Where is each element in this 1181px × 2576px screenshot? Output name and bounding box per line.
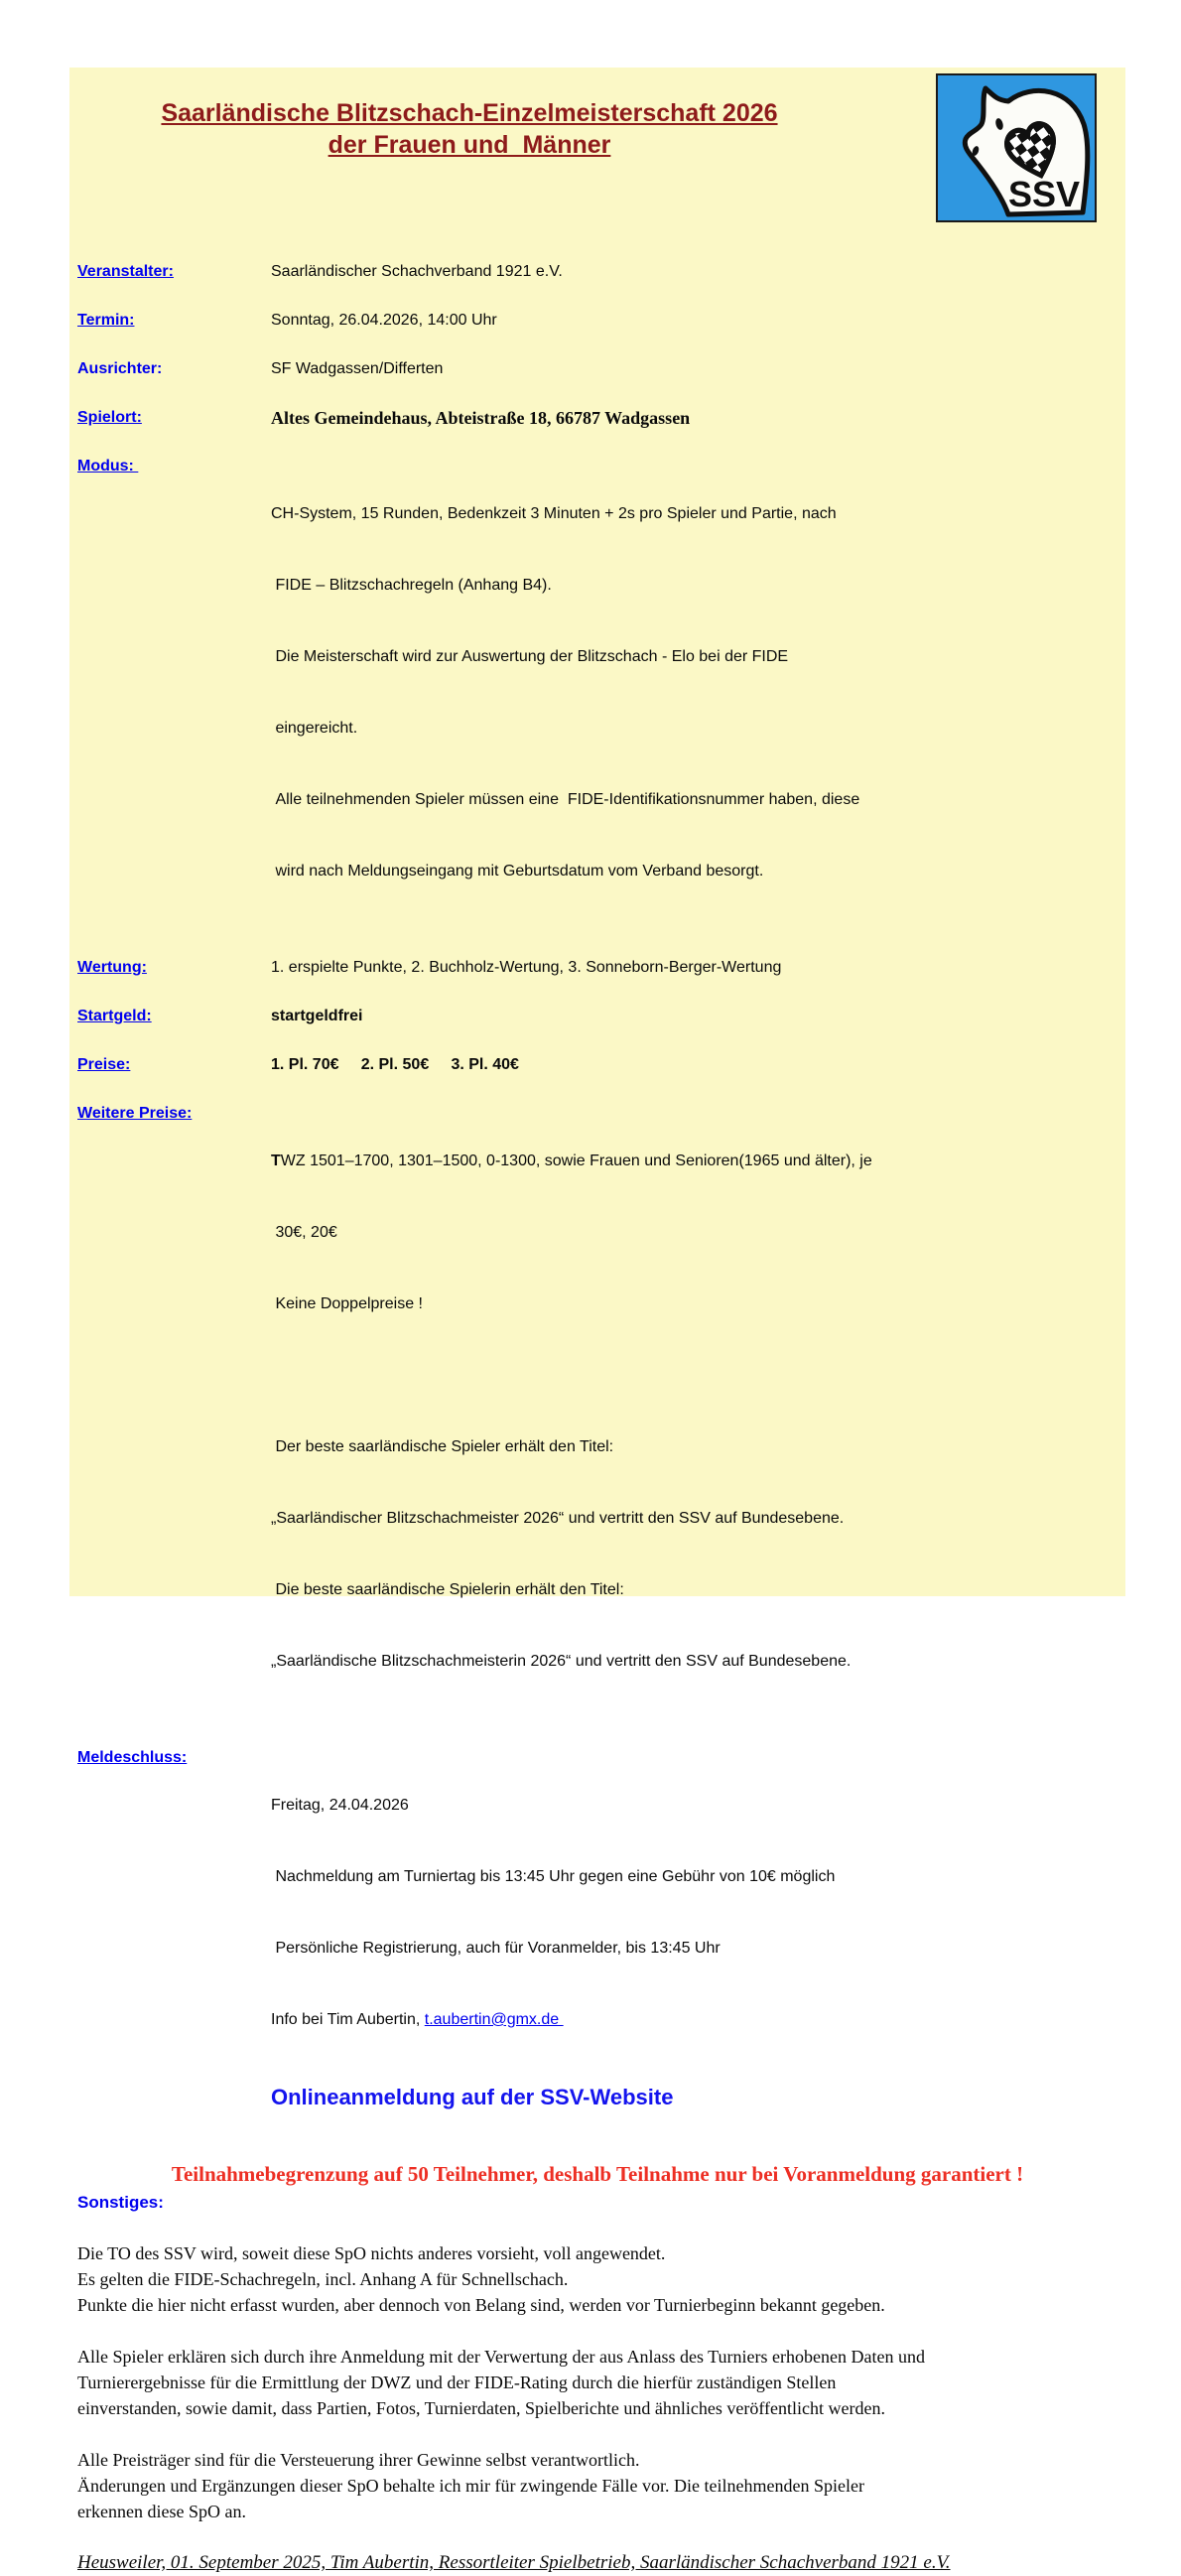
label-meldeschluss: Meldeschluss: bbox=[77, 1749, 188, 1766]
header bbox=[77, 68, 1117, 260]
body-line: Punkte die hier nicht erfasst wurden, aber dennoch von Belang sind, werden vor Turnierbeginn bekannt gegeben. bbox=[77, 2295, 885, 2315]
value-veranstalter: Saarländischer Schachverband 1921 e.V. bbox=[271, 263, 563, 280]
label-wertung: Wertung: bbox=[77, 959, 147, 976]
modus-line: FIDE – Blitzschachregeln (Anhang B4). bbox=[271, 577, 552, 594]
title-line-2: der Frauen und Männer bbox=[328, 131, 611, 159]
meldeschluss-line: Freitag, 24.04.2026 bbox=[271, 1797, 409, 1814]
weitere-line: 30€, 20€ bbox=[271, 1224, 337, 1241]
modus-line: wird nach Meldungseingang mit Geburtsdatum vom Verband besorgt. bbox=[271, 863, 764, 880]
title-line-1: Saarländische Blitzschach-Einzelmeisterschaft 2026 bbox=[161, 99, 778, 127]
body-line: Turnierergebnisse für die Ermittlung der DWZ und der FIDE-Rating durch die hierfür zuständigen Stellen bbox=[77, 2373, 837, 2392]
ssv-logo-icon bbox=[937, 74, 1096, 221]
email-link[interactable]: t.aubertin@gmx.de bbox=[424, 2011, 564, 2028]
label-weitere-preise: Weitere Preise: bbox=[77, 1105, 193, 1122]
participation-limit-warning: Teilnahmebegrenzung auf 50 Teilnehmer, deshalb Teilnahme nur bei Voranmeldung garantiert ! bbox=[171, 2162, 1024, 2186]
value-startgeld: startgeldfrei bbox=[271, 1008, 363, 1024]
sonstiges-paragraph-2 bbox=[77, 2344, 1117, 2421]
ssv-logo-text: SSV bbox=[1008, 174, 1081, 214]
signature-line: Heusweiler, 01. September 2025, Tim Aubertin, Ressortleiter Spielbetrieb, Saarländischer Schachverband 1921 e.V. bbox=[77, 2552, 951, 2573]
row-wertung bbox=[77, 956, 1117, 980]
body-line: Alle Preisträger sind für die Versteuerung ihrer Gewinne selbst verantwortlich. bbox=[77, 2450, 640, 2470]
label-ausrichter: Ausrichter: bbox=[77, 360, 163, 377]
sonstiges-paragraph-3 bbox=[77, 2447, 1117, 2524]
value-meldeschluss bbox=[271, 1746, 1117, 2161]
body-line: Die TO des SSV wird, soweit diese SpO nichts anderes vorsieht, voll angewendet. bbox=[77, 2243, 666, 2263]
weitere-line: Der beste saarländische Spieler erhält den Titel: bbox=[271, 1438, 614, 1455]
body-line: erkennen diese SpO an. bbox=[77, 2502, 246, 2521]
row-weitere-preise bbox=[77, 1102, 1117, 1721]
value-modus bbox=[271, 455, 1117, 931]
body-line: Alle Spieler erklären sich durch ihre Anmeldung mit der Verwertung der aus Anlass des Turniers erhobenen Daten und bbox=[77, 2347, 925, 2367]
weitere-line-1 bbox=[271, 1150, 1117, 1173]
row-veranstalter bbox=[77, 260, 1117, 284]
sonstiges-body bbox=[77, 2240, 1117, 2576]
value-preise: 1. Pl. 70€ 2. Pl. 50€ 3. Pl. 40€ bbox=[271, 1056, 519, 1073]
label-preise: Preise: bbox=[77, 1056, 131, 1073]
row-startgeld bbox=[77, 1005, 1117, 1028]
value-spielort: Altes Gemeindehaus, Abteistraße 18, 66787 Wadgassen bbox=[271, 408, 691, 428]
value-weitere-preise bbox=[271, 1102, 1117, 1721]
label-startgeld: Startgeld: bbox=[77, 1008, 152, 1024]
modus-line: CH-System, 15 Runden, Bedenkzeit 3 Minuten + 2s pro Spieler und Partie, nach bbox=[271, 505, 837, 522]
weitere-line: „Saarländische Blitzschachmeisterin 2026“ und vertritt den SSV auf Bundesebene. bbox=[271, 1653, 852, 1670]
label-sonstiges: Sonstiges: bbox=[77, 2193, 164, 2212]
value-ausrichter: SF Wadgassen/Differten bbox=[271, 360, 444, 377]
weitere-line: „Saarländischer Blitzschachmeister 2026“ und vertritt den SSV auf Bundesebene. bbox=[271, 1510, 845, 1527]
modus-line: Alle teilnehmenden Spieler müssen eine FIDE-Identifikationsnummer haben, diese bbox=[271, 791, 860, 808]
value-termin: Sonntag, 26.04.2026, 14:00 Uhr bbox=[271, 312, 497, 329]
row-modus bbox=[77, 455, 1117, 931]
weitere-line-1-rest: WZ 1501–1700, 1301–1500, 0-1300, sowie Frauen und Senioren(1965 und älter), je bbox=[280, 1152, 872, 1169]
meldeschluss-line: Nachmeldung am Turniertag bis 13:45 Uhr gegen eine Gebühr von 10€ möglich bbox=[271, 1868, 836, 1885]
weitere-line: Die beste saarländische Spielerin erhält den Titel: bbox=[271, 1581, 624, 1598]
body-line: Es gelten die FIDE-Schachregeln, incl. Anhang A für Schnellschach. bbox=[77, 2269, 569, 2289]
row-ausrichter bbox=[77, 357, 1117, 381]
label-spielort: Spielort: bbox=[77, 409, 142, 426]
modus-line: Die Meisterschaft wird zur Auswertung der Blitzschach - Elo bei der FIDE bbox=[271, 648, 789, 665]
label-modus: Modus: bbox=[77, 458, 139, 475]
sonstiges-paragraph-1 bbox=[77, 2240, 1117, 2318]
row-preise bbox=[77, 1053, 1117, 1077]
meldeschluss-info-line bbox=[271, 2008, 1117, 2032]
info-prefix: Info bei Tim Aubertin, bbox=[271, 2011, 425, 2028]
announcement-sheet bbox=[69, 68, 1125, 2573]
body-line: einverstanden, sowie damit, dass Partien, Fotos, Turnierdaten, Spielberichte und ähnliches veröffentlicht werden. bbox=[77, 2398, 885, 2418]
meldeschluss-line: Persönliche Registrierung, auch für Voranmelder, bis 13:45 Uhr bbox=[271, 1940, 721, 1957]
weitere-line: Keine Doppelpreise ! bbox=[271, 1295, 423, 1312]
body-line: Änderungen und Ergänzungen dieser SpO behalte ich mir für zwingende Fälle vor. Die teilnehmenden Spieler bbox=[77, 2476, 864, 2496]
page-title bbox=[77, 68, 861, 161]
label-veranstalter: Veranstalter: bbox=[77, 263, 174, 280]
row-spielort bbox=[77, 406, 1117, 430]
blank-line bbox=[271, 1364, 1117, 1388]
details-list bbox=[77, 260, 1117, 2161]
value-wertung: 1. erspielte Punkte, 2. Buchholz-Wertung, 3. Sonneborn-Berger-Wertung bbox=[271, 959, 782, 976]
row-termin bbox=[77, 309, 1117, 333]
online-registration-note: Onlineanmeldung auf der SSV-Website bbox=[271, 2085, 674, 2109]
modus-line: eingereicht. bbox=[271, 720, 358, 737]
row-meldeschluss bbox=[77, 1746, 1117, 2161]
weitere-line-1-bold: T bbox=[271, 1152, 281, 1169]
label-termin: Termin: bbox=[77, 312, 135, 329]
